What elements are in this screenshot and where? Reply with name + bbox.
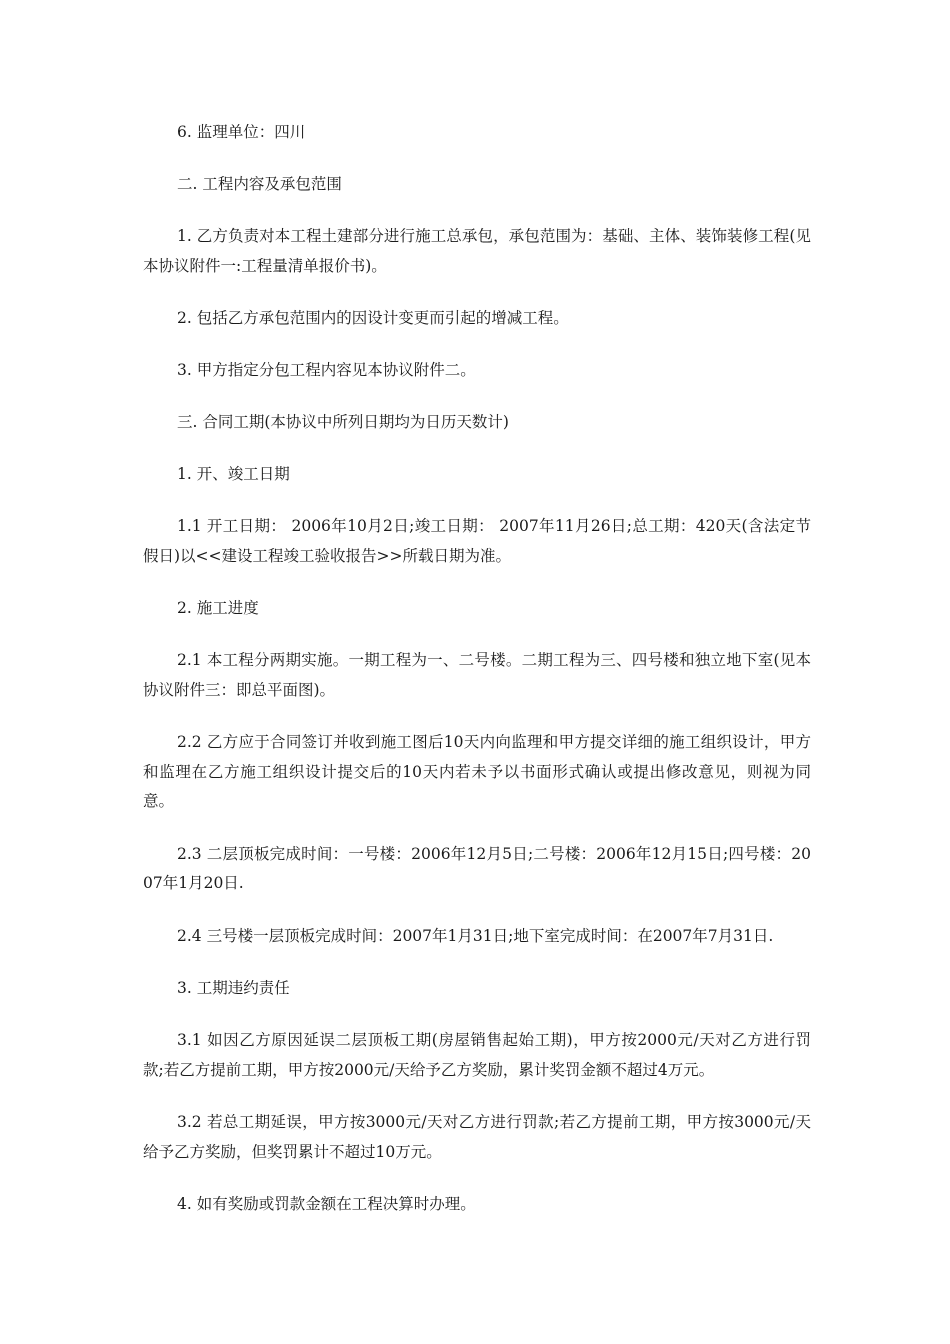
paragraph-4: 4. 如有奖励或罚款金额在工程决算时办理。 [177,1195,476,1213]
heading-section-2: 二. 工程内容及承包范围 [177,175,342,193]
document-body [143,118,811,1242]
paragraph-2-1: 1. 乙方负责对本工程土建部分进行施工总承包，承包范围为：基础、主体、装饰装修工程(见本协议附件一:工程量清单报价书)。 [143,227,811,275]
paragraph-2-1-progress: 2.1 本工程分两期实施。一期工程为一、二号楼。二期工程为三、四号楼和独立地下室(见本协议附件三：即总平面图)。 [143,651,811,699]
paragraph-2-3-progress: 2.3 二层顶板完成时间：一号楼：2006年12月5日;二号楼：2006年12月15日;四号楼：2007年1月20日. [143,844,811,892]
paragraph-supervision-unit: 6. 监理单位：四川 [177,123,306,141]
paragraph-3-2: 3.2 若总工期延误，甲方按3000元/天对乙方进行罚款;若乙方提前工期，甲方按3000元/天给予乙方奖励，但奖罚累计不超过10万元。 [143,1113,811,1161]
paragraph-2-3: 3. 甲方指定分包工程内容见本协议附件二。 [177,361,476,379]
paragraph-1-1: 1.1 开工日期： 2006年10月2日;竣工日期： 2007年11月26日;总工期：420天(含法定节假日)以<<建设工程竣工验收报告>>所载日期为准。 [143,517,811,565]
subheading-delay-liability: 3. 工期违约责任 [177,979,290,997]
heading-section-3: 三. 合同工期(本协议中所列日期均为日历天数计) [177,413,509,431]
subheading-construction-progress: 2. 施工进度 [177,599,259,617]
paragraph-2-2-progress: 2.2 乙方应于合同签订并收到施工图后10天内向监理和甲方提交详细的施工组织设计，甲方和监理在乙方施工组织设计提交后的10天内若未予以书面形式确认或提出修改意见，则视为同意。 [143,733,811,810]
subheading-start-completion-dates: 1. 开、竣工日期 [177,465,290,483]
paragraph-2-2: 2. 包括乙方承包范围内的因设计变更而引起的增减工程。 [177,309,569,327]
paragraph-3-1: 3.1 如因乙方原因延误二层顶板工期(房屋销售起始工期)，甲方按2000元/天对乙方进行罚款;若乙方提前工期，甲方按2000元/天给予乙方奖励，累计奖罚金额不超过4万元。 [143,1031,811,1079]
paragraph-2-4-progress: 2.4 三号楼一层顶板完成时间：2007年1月31日;地下室完成时间：在2007年7月31日. [177,926,774,945]
